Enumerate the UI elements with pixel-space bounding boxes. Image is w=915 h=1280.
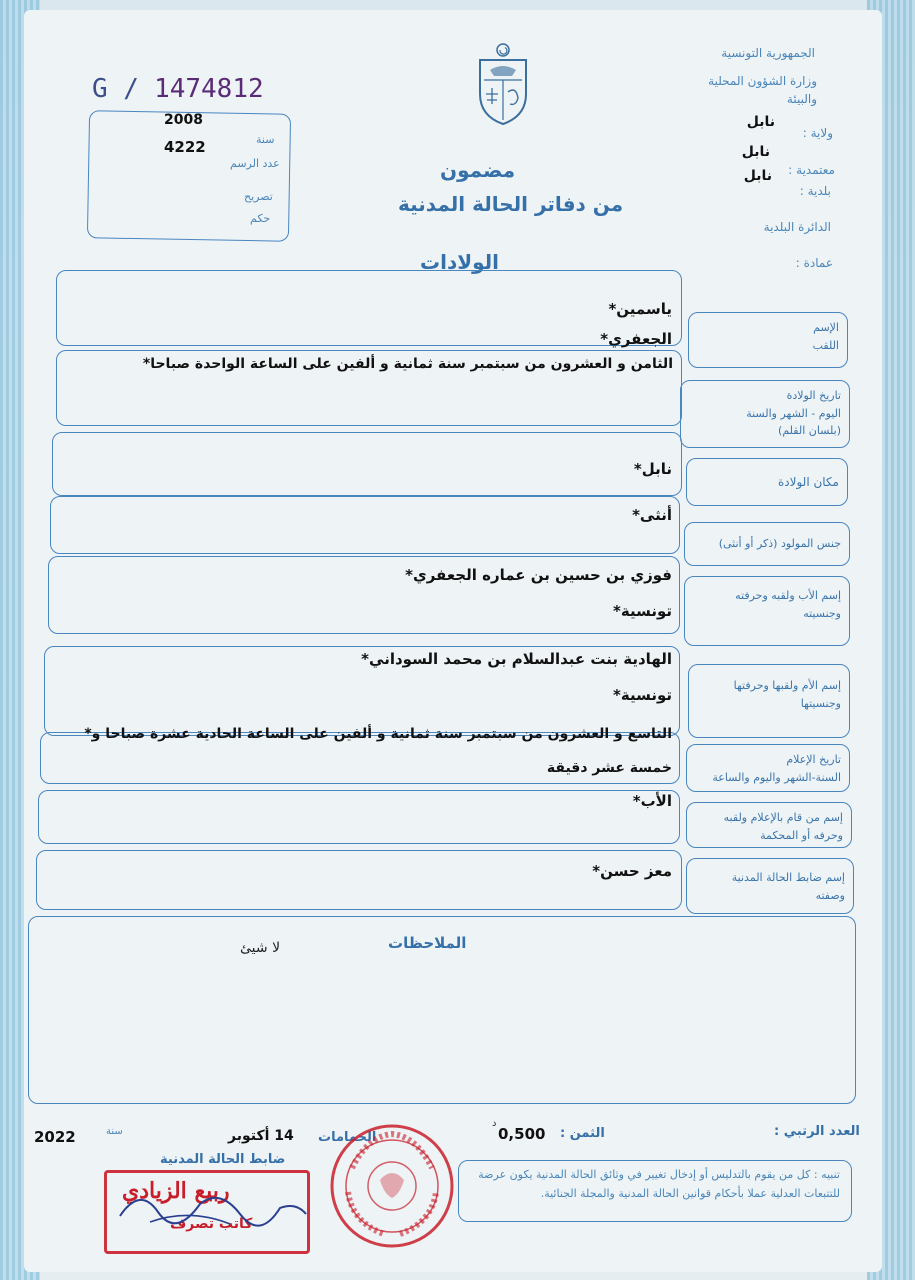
serial-prefix: G /: [92, 74, 139, 104]
birth-date-note: (بلسان القلم): [778, 424, 841, 438]
officer-signature-label: ضابط الحالة المدنية: [160, 1152, 286, 1167]
mutamadiya-label: معتمدية :: [788, 163, 835, 177]
mother-name-value: الهادية بنت عبدالسلام بن محمد السوداني*: [361, 650, 672, 668]
mother-nationality-label: وجنسيتها: [800, 696, 841, 710]
judgment-label: حكم: [250, 212, 271, 225]
father-name-value: فوزي بن حسين بن عماره الجعفري*: [405, 566, 672, 584]
title-madmoun: مضمون: [440, 158, 516, 182]
name-label: الإسم: [813, 321, 839, 334]
declaration-time-value: خمسة عشر دقيقة: [546, 760, 672, 776]
mother-label-box: [688, 664, 850, 738]
mother-nationality-value: تونسية*: [613, 686, 672, 704]
register-number-value: 4222: [164, 138, 206, 156]
serial-rank-label: العدد الرتبي :: [774, 1124, 860, 1139]
mother-label: إسم الأم ولقبها وحرفتها: [733, 679, 841, 692]
father-nationality-value: تونسية*: [613, 602, 672, 620]
baladiya-label: بلدية :: [799, 184, 831, 198]
officer-value: معز حسن*: [592, 862, 672, 880]
declarant-value: الأب*: [632, 792, 672, 810]
declaration-date-label-box: [686, 744, 850, 792]
sex-label: جنس المولود (ذكر أو أنثى): [718, 537, 841, 550]
sex-value: أنثى*: [632, 506, 672, 524]
wilaya-value: نابل: [746, 114, 775, 130]
birth-place-value-box: [52, 432, 682, 496]
price-value: 0,500: [498, 1125, 546, 1143]
surname-label: اللقب: [812, 338, 839, 352]
imada-label: عمادة :: [795, 256, 833, 270]
declaration-label: تصريح: [244, 190, 273, 203]
officer-label: إسم ضابط الحالة المدنية: [731, 871, 845, 884]
declarant-label-box: [686, 802, 852, 848]
father-label: إسم الأب ولقبه وحرفته: [735, 589, 841, 602]
signature-stamp-name: ربيع الزيادي: [122, 1178, 230, 1204]
declaration-date-value: التاسع و العشرون من سبتمبر سنة ثمانية و ألفين على الساعة الحادية عشرة صباحا و*: [84, 726, 672, 742]
section-births-title: الولادات: [420, 250, 500, 274]
register-year-value: 2008: [164, 112, 203, 128]
ministry-label: وزارة الشؤون المحلية والبيئة: [708, 74, 817, 106]
sex-label-box: [684, 522, 850, 566]
officer-sublabel: وصفته: [815, 888, 845, 902]
warning-text: تنبيه : كل من يقوم بالتدليس أو إدخال تغيير في وثائق الحالة المدنية يكون عرضة للتتبعات العدلية عملا بأحكام قوانين الحالة المدنية والمجلة الجنائية.: [478, 1168, 840, 1200]
birth-date-value: الثامن و العشرون من سبتمبر سنة ثمانية و ألفين على الساعة الواحدة صباحا*: [142, 356, 673, 372]
serial-value: 1474812: [154, 74, 264, 104]
place-label: الحمامات: [318, 1130, 377, 1145]
birth-place-label: مكان الولادة: [777, 475, 839, 489]
remarks-value: لا شيئ: [240, 940, 281, 956]
wilaya-label: ولاية :: [802, 126, 833, 140]
remarks-label: الملاحظات: [388, 934, 467, 952]
year-label: سنة: [106, 1126, 123, 1137]
father-nationality-label: وجنسيته: [803, 606, 841, 620]
municipal-round-stamp: [328, 1122, 456, 1250]
surname-value: الجعفري*: [600, 330, 672, 348]
declaration-date-label: تاريخ الإعلام: [786, 753, 841, 766]
declarant-label: إسم من قام بالإعلام ولقبه: [723, 811, 843, 824]
signature-stamp-title: كاتب تصرف: [170, 1216, 253, 1232]
price-label: الثمن :: [560, 1126, 605, 1141]
coat-of-arms-emblem: [472, 42, 534, 126]
birth-date-label: تاريخ الولادة: [786, 389, 841, 402]
issue-year-value: 2022: [34, 1128, 76, 1146]
daira-label: الدائرة البلدية: [763, 220, 831, 234]
birth-place-value: نابل*: [633, 460, 672, 478]
declarant-sublabel: وحرفه أو المحكمة: [760, 828, 843, 842]
mutamadiya-value: نابل: [741, 144, 770, 160]
officer-label-box: [686, 858, 854, 914]
father-label-box: [684, 576, 850, 646]
register-number-label: عدد الرسم: [230, 157, 280, 170]
sex-value-box: [50, 496, 680, 554]
birth-date-sublabel: اليوم - الشهر والسنة: [746, 406, 841, 420]
republic-label: الجمهورية التونسية: [721, 46, 815, 60]
register-year-label: سنة: [256, 133, 275, 146]
declarant-value-box: [38, 790, 680, 844]
serial-number: [92, 74, 264, 104]
price-unit: د: [492, 1118, 497, 1129]
handwritten-signature: [110, 1178, 310, 1238]
title-registers: من دفاتر الحالة المدنية: [398, 192, 624, 216]
declaration-date-sublabel: السنة-الشهر واليوم والساعة: [712, 770, 841, 784]
first-name-value: ياسمين*: [608, 300, 672, 318]
birth-date-label-box: [680, 380, 850, 448]
officer-value-box: [36, 850, 682, 910]
issue-date-value: 14 أكتوبر: [228, 1128, 294, 1144]
baladiya-value: نابل: [743, 168, 772, 184]
birth-place-label-box: [686, 458, 848, 506]
name-value-box: [56, 270, 682, 346]
name-label-box: [688, 312, 848, 368]
